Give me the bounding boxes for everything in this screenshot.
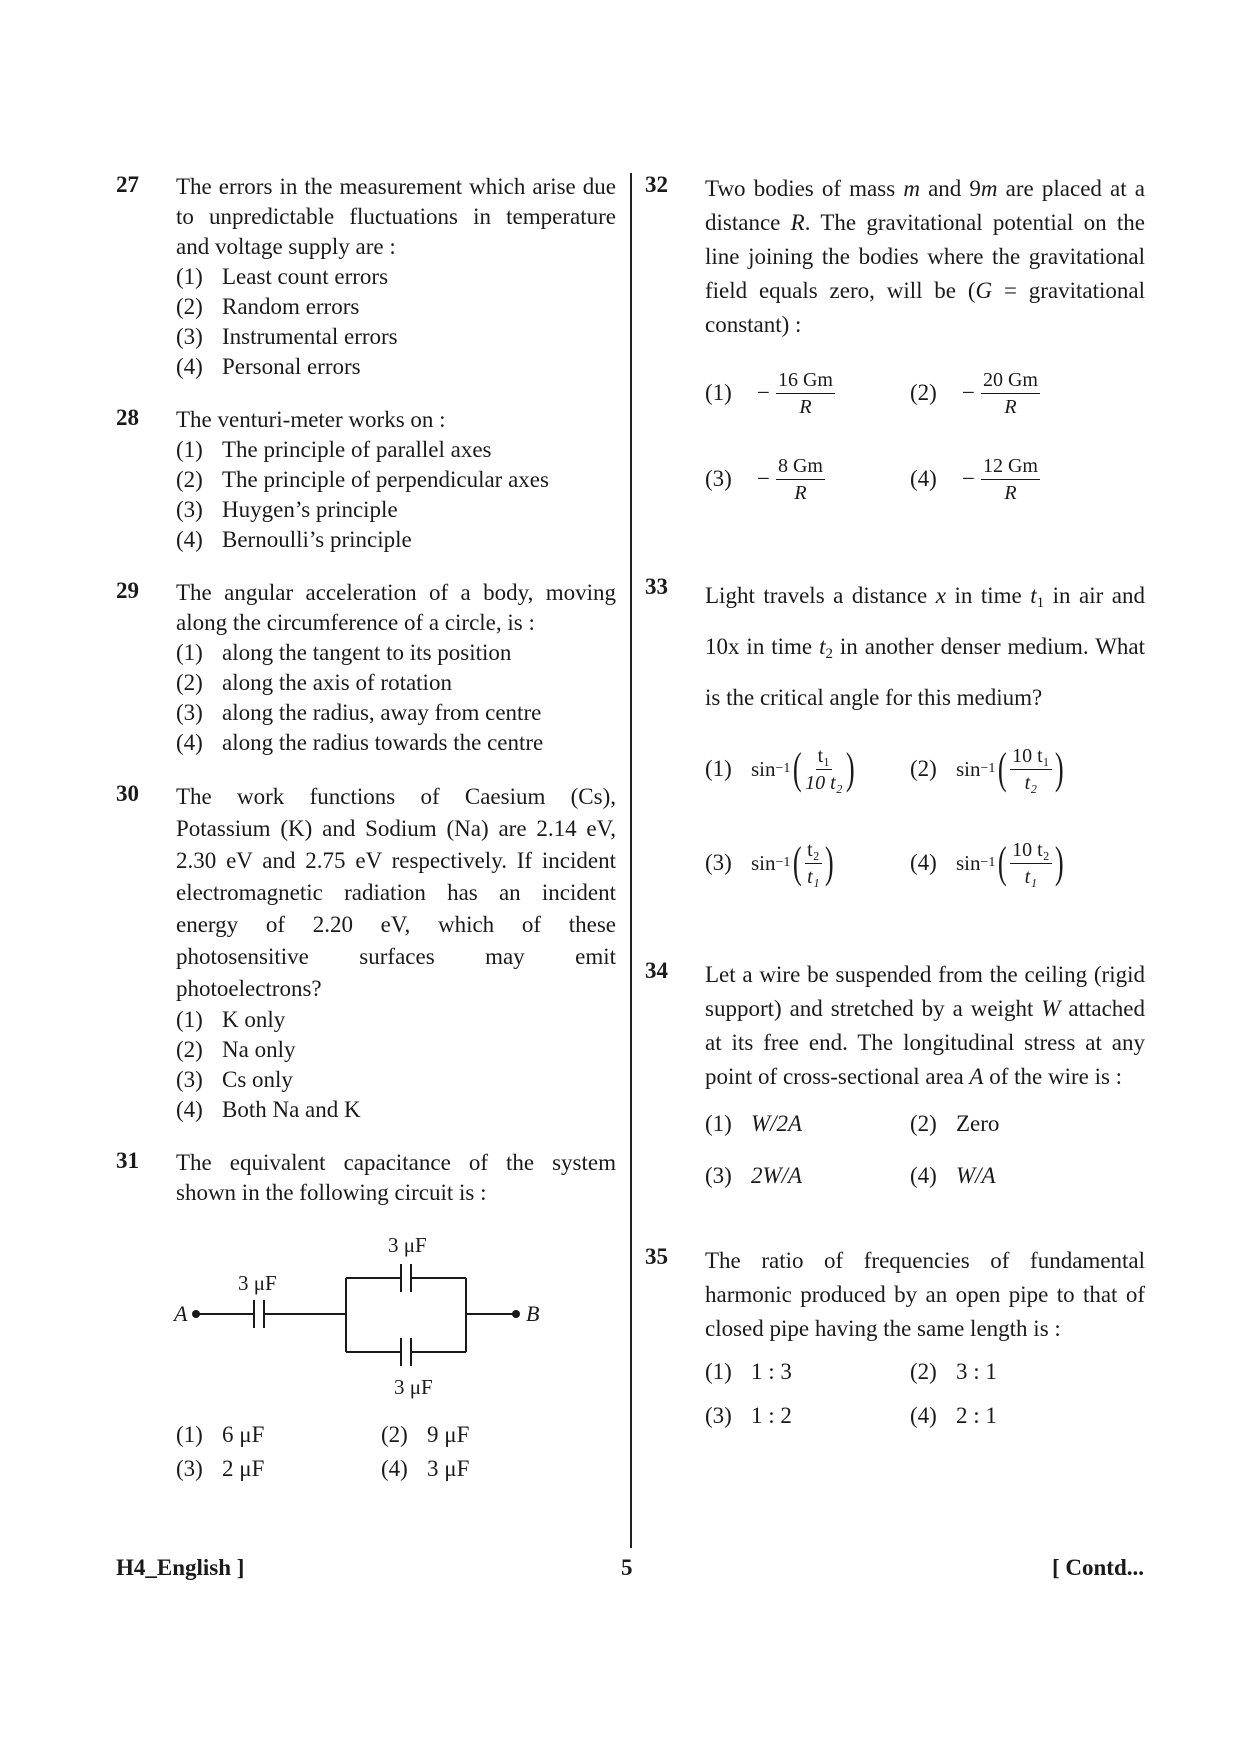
node-b-label: B: [526, 1301, 540, 1326]
question-35: [645, 1244, 1145, 1438]
question-number: 30: [116, 781, 139, 806]
question-28: [116, 405, 616, 555]
option: (1) along the tangent to its position: [176, 640, 512, 665]
question-33: [645, 574, 1145, 906]
top-capacitor-label: 3 μF: [388, 1233, 427, 1257]
option: (1) The principle of parallel axes: [176, 437, 492, 462]
node-a-label: A: [174, 1301, 188, 1326]
option: (4) Both Na and K: [176, 1097, 361, 1122]
question-stem: The venturi-meter works on :: [176, 407, 446, 432]
options-grid: [705, 350, 1145, 522]
question-stem: Let a wire be suspended from the ceiling (rigid support) and stretched by a weight W attached at its free end. The longitudinal stress at any point of cross-sectional area A of the wire is :: [705, 962, 1145, 1089]
question-34: [645, 958, 1145, 1202]
question-stem: Two bodies of mass m and 9m are placed at a distance R. The gravitational potential on the line joining the bodies where the gravitational field equals zero, will be (G = gravitational constant) :: [705, 176, 1146, 337]
question-number: 34: [645, 958, 668, 983]
question-number: 29: [116, 578, 139, 603]
question-number: 31: [116, 1148, 139, 1173]
continued-label: [ Contd...: [1051, 1555, 1144, 1580]
option: (4) 3 μF: [381, 1456, 470, 1481]
option: (3) Instrumental errors: [176, 324, 398, 349]
option: (4) along the radius towards the centre: [176, 730, 544, 755]
question-stem: The ratio of frequencies of fundamental harmonic produced by an open pipe to that of closed pipe having the same length is :: [705, 1248, 1145, 1341]
paper-code: H4_English ]: [116, 1555, 245, 1580]
option: (2) − $\frac{20 Gm}{R}$: [910, 368, 1038, 418]
option: (4) − $\frac{12 Gm}{R}$: [910, 454, 1038, 504]
option: (3) − $\frac{8 Gm}{R}$: [705, 454, 823, 504]
question-stem: The equivalent capacitance of the system shown in the following circuit is :: [176, 1150, 616, 1205]
question-stem: Light travels a distance x in time $t_1$ in air and 10x in time $t_2$ in another denser medium. What is the critical angle for this medium?: [705, 583, 1146, 710]
question-29: [116, 578, 616, 758]
option: (3) Cs only: [176, 1067, 293, 1092]
options-grid: [705, 1350, 1145, 1438]
question-stem: The work functions of Caesium (Cs), Potassium (K) and Sodium (Na) are 2.14 eV, 2.30 eV and 2.75 eV respectively. If incident electromagnetic radiation has an incident energy of 2.20 eV, which of these photosensitive surfaces may emit photoelectrons?: [176, 784, 616, 1001]
question-number: 28: [116, 405, 139, 430]
option: (1) Least count errors: [176, 264, 389, 289]
option: (1) 1 : 3: [705, 1359, 792, 1384]
option: (1) sin −1 ( $\frac{\text{t₁}}{\text{10 t₂}}$ ): [705, 744, 855, 794]
option: (4) 2 : 1: [910, 1403, 997, 1428]
option: (3) 2 μF: [176, 1456, 265, 1481]
option: (3) 2W/A: [705, 1163, 803, 1188]
option: (2) along the axis of rotation: [176, 670, 452, 695]
option: (1) W/2A: [705, 1111, 803, 1136]
question-31: [116, 1148, 616, 1486]
question-number: 32: [645, 172, 668, 197]
option: (4) Bernoulli’s principle: [176, 527, 412, 552]
question-32: [645, 172, 1145, 522]
right-column: [645, 172, 1145, 1438]
option: (1) − $\frac{16 Gm}{R}$: [705, 368, 833, 418]
option: (2) 3 : 1: [910, 1359, 997, 1384]
option: (3) Huygen’s principle: [176, 497, 398, 522]
bottom-capacitor-label: 3 μF: [394, 1375, 433, 1399]
capacitor-circuit-diagram: [166, 1220, 606, 1410]
question-number: 33: [645, 574, 668, 599]
column-divider: [630, 173, 632, 1548]
option: (2) Random errors: [176, 294, 360, 319]
page-number: 5: [621, 1555, 633, 1580]
options-grid: [705, 726, 1145, 906]
option: (2) The principle of perpendicular axes: [176, 467, 549, 492]
option: (4) W/A: [910, 1163, 996, 1188]
options-list: [176, 435, 616, 555]
option: (3) along the radius, away from centre: [176, 700, 542, 725]
question-number: 27: [116, 172, 139, 197]
options-grid: [176, 1418, 616, 1486]
option: (2) 9 μF: [381, 1422, 470, 1447]
option: (2) sin −1 ( $\frac{\text{10 t₁}}{\text{t₂}}$ ): [910, 744, 1064, 794]
options-list: [176, 1005, 616, 1125]
option: (3) 1 : 2: [705, 1403, 792, 1428]
question-27: [116, 172, 616, 382]
question-30: [116, 781, 616, 1125]
options-list: [176, 262, 616, 382]
question-stem: The angular acceleration of a body, moving along the circumference of a circle, is :: [176, 580, 616, 635]
series-capacitor-label: 3 μF: [238, 1271, 277, 1295]
option: (1) K only: [176, 1007, 286, 1032]
question-number: 35: [645, 1244, 668, 1269]
option: (1) 6 μF: [176, 1422, 265, 1447]
option: (3) sin −1 ( $\frac{\text{t₂}}{\text{t₁}}$ ): [705, 838, 834, 888]
option: (4) Personal errors: [176, 354, 361, 379]
option: (4) sin −1 ( $\frac{\text{10 t₂}}{\text{t₁}}$ ): [910, 838, 1064, 888]
node-a-dot: [192, 1310, 200, 1318]
left-column: [116, 172, 616, 1486]
options-list: [176, 638, 616, 758]
option: (2) Zero: [910, 1111, 1000, 1136]
question-stem: The errors in the measurement which arise due to unpredictable fluctuations in temperature and voltage supply are :: [176, 174, 616, 259]
options-grid: [705, 1098, 1145, 1202]
option: (2) Na only: [176, 1037, 296, 1062]
node-b-dot: [512, 1310, 520, 1318]
